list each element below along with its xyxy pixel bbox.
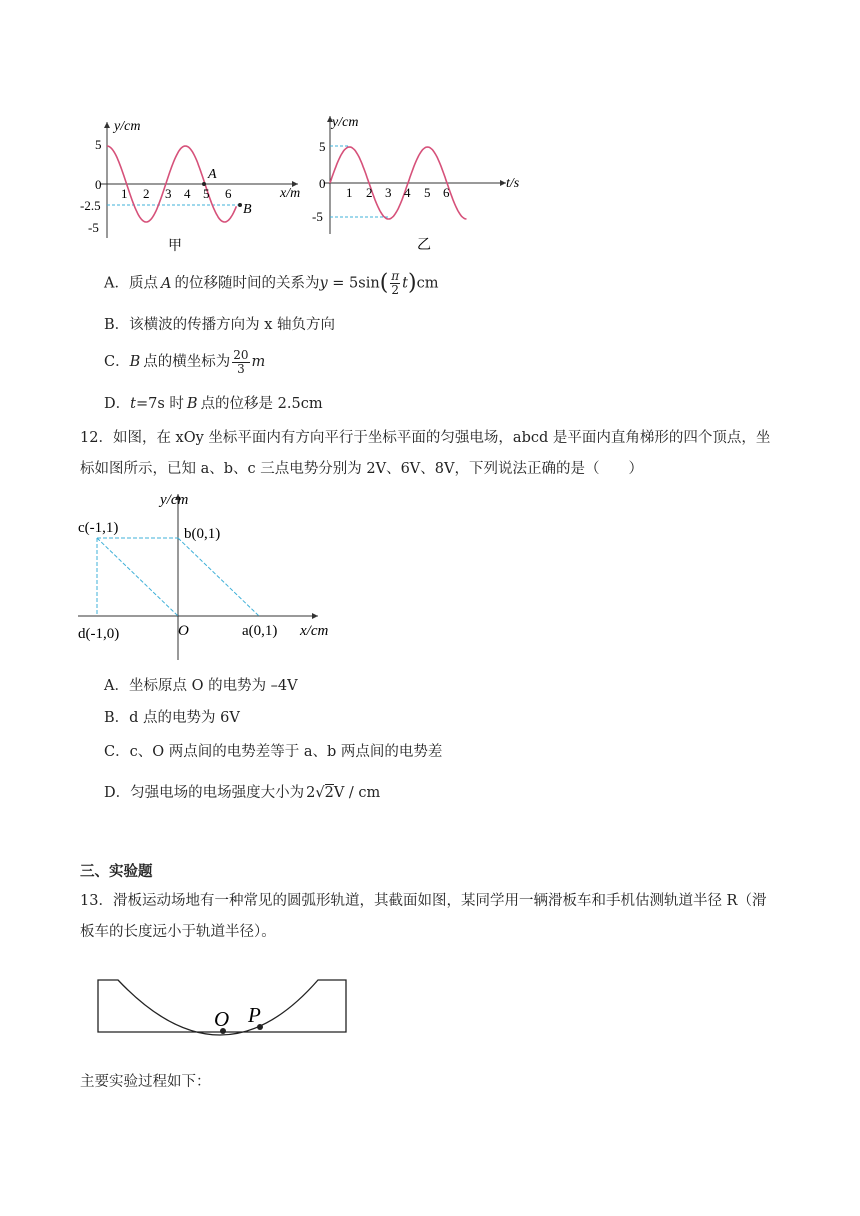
jia-xtick-6: 6 xyxy=(225,186,232,201)
yi-y-label: y/cm xyxy=(332,115,359,130)
yi-xtick-5: 5 xyxy=(424,185,431,200)
q12-d-sqrt: √2 xyxy=(315,785,334,801)
jia-ytick-5: 5 xyxy=(95,137,102,152)
q12-d-label: d(-1,0) xyxy=(78,626,120,642)
q13-stem-line2: 板车的长度远小于轨道半径）。 xyxy=(80,924,276,940)
q11-a-t: t xyxy=(402,275,408,292)
q12-o-label: O xyxy=(178,623,189,639)
q12-x-label: x/cm xyxy=(300,623,329,639)
jia-caption: 甲 xyxy=(168,239,182,254)
jia-point-b xyxy=(238,203,242,207)
q12-edge-ba xyxy=(178,538,259,616)
section-heading: 三、实验题 xyxy=(80,863,153,880)
jia-ytick-0: 0 xyxy=(95,177,102,192)
q11-a-fraction: $\frac{\pi}{2}$ xyxy=(391,269,400,297)
q12-c-label: c(-1,1) xyxy=(78,520,119,536)
q12-option-b: B．d 点的电势为 6V xyxy=(104,710,240,726)
jia-xtick-4: 4 xyxy=(184,186,191,201)
jia-xtick-3: 3 xyxy=(165,186,172,201)
yi-xtick-6: 6 xyxy=(443,185,450,200)
q12-option-c: C．c、O 两点间的电势差等于 a、b 两点间的电势差 xyxy=(104,744,443,760)
q13-label-p: P xyxy=(248,1003,261,1027)
q11-a-prefix: A．质点 xyxy=(104,275,158,292)
yi-ytick-5: 5 xyxy=(319,139,326,154)
q11-a-unit: cm xyxy=(416,275,439,292)
jia-label-b: B xyxy=(243,202,252,217)
yi-x-label: t/s xyxy=(506,176,520,191)
q13-track-figure xyxy=(90,970,360,1040)
q13-stem-line1: 13．滑板运动场地有一种常见的圆弧形轨道，其截面如图，某同学用一辆滑板车和手机估测轨道半径 R（滑 xyxy=(80,893,767,909)
jia-y-label: y/cm xyxy=(114,119,141,134)
yi-ytick-0: 0 xyxy=(319,176,326,191)
jia-label-a: A xyxy=(208,167,217,182)
jia-xtick-2: 2 xyxy=(143,186,150,201)
jia-xtick-1: 1 xyxy=(121,186,128,201)
yi-xtick-1: 1 xyxy=(346,185,353,200)
jia-xtick-5: 5 xyxy=(203,186,210,201)
yi-xtick-4: 4 xyxy=(404,185,411,200)
q12-b-label: b(0,1) xyxy=(184,526,221,542)
yi-ytick-neg5: -5 xyxy=(312,209,323,224)
q11-option-b: B．该横波的传播方向为 x 轴负方向 xyxy=(104,317,336,333)
q11-a-eq-y: y xyxy=(319,275,328,292)
jia-ytick-neg25: -2.5 xyxy=(80,198,101,213)
q12-a-label: a(0,1) xyxy=(242,623,278,639)
wave-graph-jia xyxy=(80,110,310,255)
q11-a-var: A xyxy=(160,275,172,292)
q12-d-coef: 2 xyxy=(306,785,316,801)
yi-xtick-2: 2 xyxy=(366,185,373,200)
q12-edge-co xyxy=(97,538,178,616)
q12-y-label: y/cm xyxy=(160,492,189,508)
q12-stem-line1: 12．如图，在 xOy 坐标平面内有方向平行于坐标平面的匀强电场，abcd 是平面内直角梯形的四个顶点，坐 xyxy=(80,430,771,446)
q11-a-eq-rest: = 5sin xyxy=(327,275,380,292)
q13-label-o: O xyxy=(214,1007,230,1031)
wave-graph-yi xyxy=(310,108,530,255)
q11-a-mid: 的位移随时间的关系为 xyxy=(174,275,320,292)
q11-option-a: A．质点 A 的位移随时间的关系为y = 5sin( $\frac{\pi}{2}$ t)cm xyxy=(104,269,439,297)
q13-process-text: 主要实验过程如下： xyxy=(80,1074,211,1090)
q11-option-d: D．t=7s 时 B 点的位移是 2.5cm xyxy=(104,396,323,412)
q11-c-fraction: $\frac{20}{3}$ xyxy=(233,347,249,376)
q12-stem-line2: 标如图所示，已知 a、b、c 三点电势分别为 2V、6V、8V，下列说法正确的是（ ） xyxy=(80,461,643,477)
q12-option-d: D．匀强电场的电场强度大小为 2√2V / cm xyxy=(104,785,381,801)
yi-xtick-3: 3 xyxy=(385,185,392,200)
q11-option-c: C．B 点的横坐标为 $\frac{20}{3}$ m xyxy=(104,347,266,376)
q12-figure xyxy=(74,488,344,668)
jia-x-label: x/m xyxy=(280,186,301,201)
jia-ytick-neg5: -5 xyxy=(88,220,99,235)
q12-option-a: A．坐标原点 O 的电势为 –4V xyxy=(104,678,298,694)
yi-caption: 乙 xyxy=(417,238,431,253)
